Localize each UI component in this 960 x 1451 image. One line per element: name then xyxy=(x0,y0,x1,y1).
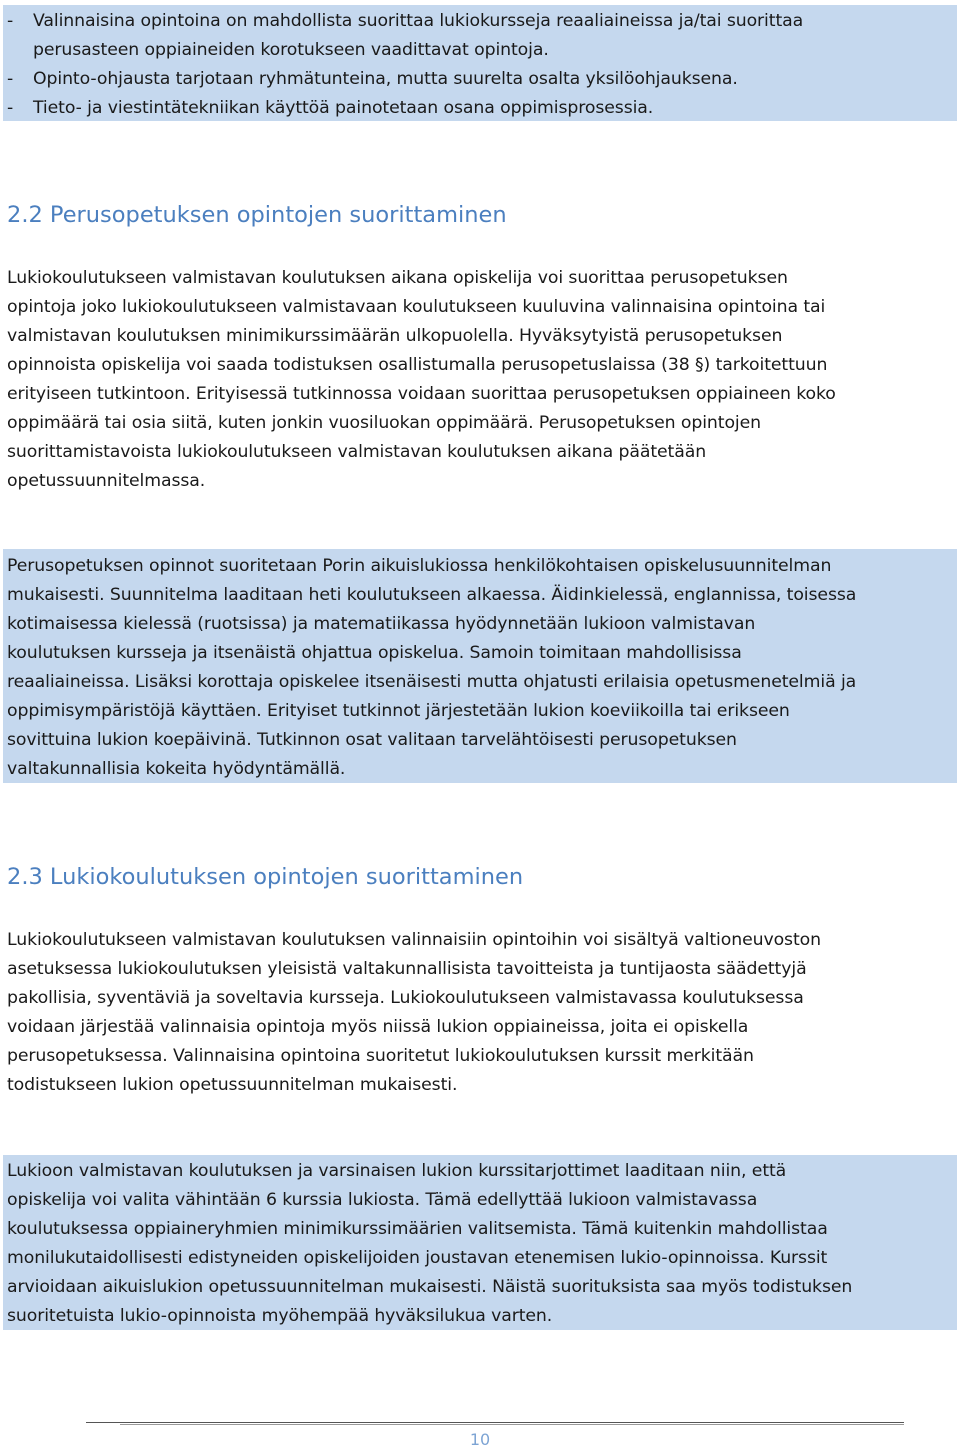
section-2-3-paragraph-line: pakollisia, syventäviä ja soveltavia kursseja. Lukiokoulutukseen valmistavassa koulutuksessa xyxy=(7,988,804,1008)
section-2-3-highlight-line: koulutuksessa oppiaineryhmien minimikurssimäärien valitsemista. Tämä kuitenkin mahdollistaa xyxy=(7,1219,828,1239)
bullet-text: Valinnaisina opintoina on mahdollista suorittaa lukiokursseja reaaliaineissa ja/tai suorittaa xyxy=(33,11,804,31)
bullet-text: perusasteen oppiaineiden korotukseen vaadittavat opintoja. xyxy=(33,40,549,60)
bullet-dash: - xyxy=(7,69,14,89)
section-2-2-highlight-line: oppimisympäristöjä käyttäen. Erityiset tutkinnot järjestetään lukion koeviikoilla tai erikseen xyxy=(7,701,790,721)
section-2-2-paragraph-line: opinnoista opiskelija voi saada todistuksen osallistumalla perusopetuslaissa (38 §) tarkoitettuun xyxy=(7,355,828,375)
bullet-list-item xyxy=(7,65,957,94)
section-2-3-paragraph xyxy=(7,926,821,1100)
top-bullet-list-box xyxy=(3,5,957,121)
section-2-2-highlight-line: sovittuina lukion koepäivinä. Tutkinnon osat valitaan tarvelähtöisesti perusopetuksen xyxy=(7,730,737,750)
section-2-2-paragraph xyxy=(7,264,836,496)
section-2-2-highlight-line: mukaisesti. Suunnitelma laaditaan heti koulutukseen alkaessa. Äidinkielessä, englannissa, toisessa xyxy=(7,585,857,605)
section-2-3-highlight-line: opiskelija voi valita vähintään 6 kurssia lukiosta. Tämä edellyttää lukioon valmistavassa xyxy=(7,1190,758,1210)
section-2-2-highlight-box xyxy=(3,549,957,783)
footer-divider-shadow xyxy=(120,1424,904,1425)
section-2-2-paragraph-line: erityiseen tutkintoon. Erityisessä tutkinnossa voidaan suorittaa perusopetuksen oppiaineen koko xyxy=(7,384,836,404)
bullet-list-item xyxy=(7,7,957,36)
section-2-2-paragraph-line: opintoja joko lukiokoulutukseen valmistavaan koulutukseen kuuluvina valinnaisina opintoina tai xyxy=(7,297,826,317)
bullet-text: Opinto-ohjausta tarjotaan ryhmätunteina, mutta suurelta osalta yksilöohjauksena. xyxy=(33,69,738,89)
section-2-3-highlight-text xyxy=(7,1157,957,1331)
section-2-2-paragraph-line: Lukiokoulutukseen valmistavan koulutuksen aikana opiskelija voi suorittaa perusopetuksen xyxy=(7,268,788,288)
section-2-2-paragraph-line: opetussuunnitelmassa. xyxy=(7,471,206,491)
section-2-3-paragraph-line: perusopetuksessa. Valinnaisina opintoina suoritetut lukiokoulutuksen kurssit merkitään xyxy=(7,1046,754,1066)
section-2-2-highlight-line: Perusopetuksen opinnot suoritetaan Porin aikuislukiossa henkilökohtaisen opiskelusuunnitelman xyxy=(7,556,832,576)
bullet-list-item xyxy=(7,94,957,123)
section-2-3-highlight-line: Lukioon valmistavan koulutuksen ja varsinaisen lukion kurssitarjottimet laaditaan niin, että xyxy=(7,1161,787,1181)
section-2-3-highlight-box xyxy=(3,1155,957,1330)
section-2-2-highlight-line: koulutuksen kursseja ja itsenäistä ohjattua opiskelua. Samoin toimitaan mahdollisissa xyxy=(7,643,742,663)
bullet-dash: - xyxy=(7,98,14,118)
section-2-3-highlight-line: monilukutaidollisesti edistyneiden opiskelijoiden joustavan etenemisen lukio-opinnoissa. Kurssit xyxy=(7,1248,828,1268)
section-2-3-highlight-line: arvioidaan aikuislukion opetussuunnitelman mukaisesti. Näistä suorituksista saa myös todistuksen xyxy=(7,1277,853,1297)
section-2-2-paragraph-line: suorittamistavoista lukiokoulutukseen valmistavan koulutuksen aikana päätetään xyxy=(7,442,707,462)
section-2-3-paragraph-line: asetuksessa lukiokoulutuksen yleisistä valtakunnallisista tavoitteista ja tuntijaosta säädettyjä xyxy=(7,959,807,979)
section-heading-2-2: 2.2 Perusopetuksen opintojen suorittaminen xyxy=(7,202,507,228)
section-2-3-paragraph-line: Lukiokoulutukseen valmistavan koulutuksen valinnaisiin opintoihin voi sisältyä valtioneuvoston xyxy=(7,930,821,950)
page-number: 10 xyxy=(469,1430,491,1449)
section-2-2-highlight-line: reaaliaineissa. Lisäksi korottaja opiskelee itsenäisesti mutta ohjatusti erilaisia opetusmenetelmiä ja xyxy=(7,672,857,692)
bullet-dash: - xyxy=(7,11,14,31)
section-2-2-highlight-line: kotimaisessa kielessä (ruotsissa) ja matematiikassa hyödynnetään lukioon valmistavan xyxy=(7,614,756,634)
section-2-2-paragraph-line: oppimäärä tai osia siitä, kuten jonkin vuosiluokan oppimäärä. Perusopetuksen opintojen xyxy=(7,413,762,433)
section-2-3-paragraph-line: voidaan järjestää valinnaisia opintoja myös niissä lukion oppiaineissa, joita ei opiskella xyxy=(7,1017,749,1037)
bullet-list xyxy=(7,7,957,123)
footer-divider xyxy=(86,1422,904,1423)
section-heading-2-3: 2.3 Lukiokoulutuksen opintojen suorittaminen xyxy=(7,864,524,890)
section-2-3-highlight-line: suoritetuista lukio-opinnoista myöhempää hyväksilukua varten. xyxy=(7,1306,553,1326)
section-2-3-paragraph-line: todistukseen lukion opetussuunnitelman mukaisesti. xyxy=(7,1075,458,1095)
section-2-2-paragraph-line: valmistavan koulutuksen minimikurssimäärän ulkopuolella. Hyväksytyistä perusopetuksen xyxy=(7,326,783,346)
section-2-2-highlight-line: valtakunnallisia kokeita hyödyntämällä. xyxy=(7,759,346,779)
bullet-list-item xyxy=(7,36,957,65)
bullet-text: Tieto- ja viestintätekniikan käyttöä painotetaan osana oppimisprosessia. xyxy=(33,98,654,118)
section-2-2-highlight-text xyxy=(7,552,957,784)
